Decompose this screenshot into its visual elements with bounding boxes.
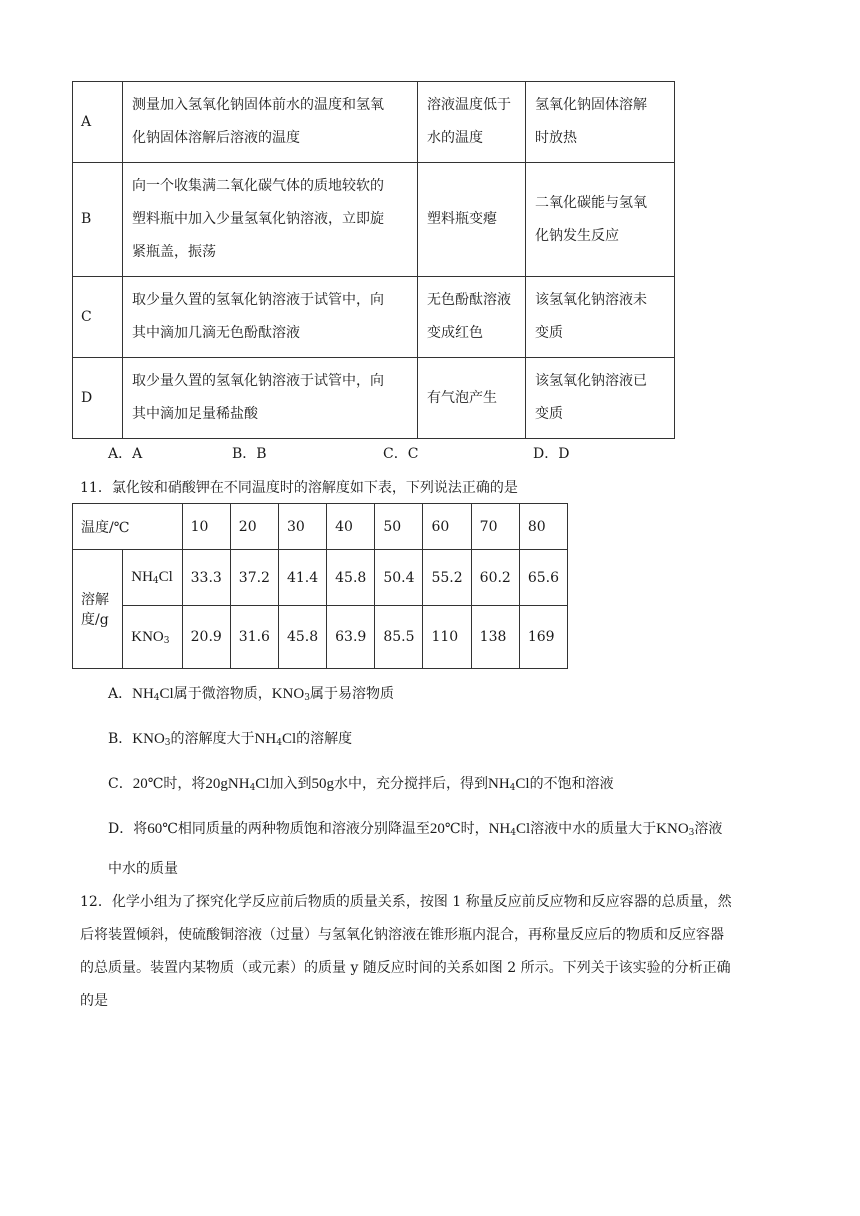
q12-line: 的总质量。装置内某物质（或元素）的质量 y 随反应时间的关系如图 2 所示。下列关于该实验的分析正确 bbox=[80, 960, 731, 976]
option-text: 属于微溶物质， bbox=[173, 686, 272, 702]
conclusion-cell bbox=[526, 277, 675, 358]
temp-cell: 40 bbox=[327, 504, 375, 550]
cell-line: 变成红色 bbox=[427, 325, 483, 341]
cell-line: 其中滴加几滴无色酚酞溶液 bbox=[132, 325, 300, 341]
formula-sub: 4 bbox=[249, 783, 256, 793]
temp-cell: 80 bbox=[519, 504, 567, 550]
conclusion-cell bbox=[526, 82, 675, 163]
experiment-table bbox=[72, 81, 675, 439]
formula-part: NH bbox=[487, 776, 510, 792]
option-text: 溶液中水的质量大于 bbox=[530, 821, 657, 837]
table-row bbox=[73, 358, 675, 439]
row-label: C bbox=[73, 277, 123, 358]
formula-part: KNO bbox=[656, 821, 689, 837]
cell-line: 塑料瓶中加入少量氢氧化钠溶液，立即旋 bbox=[132, 211, 384, 227]
formula-sub: 4 bbox=[153, 693, 160, 703]
table-row bbox=[73, 504, 568, 550]
table-row bbox=[73, 163, 675, 277]
phenomenon-cell bbox=[418, 82, 526, 163]
formula-part: KNO bbox=[132, 731, 165, 747]
conclusion-cell bbox=[526, 163, 675, 277]
formula-part: 20 bbox=[132, 776, 148, 792]
formula-sub: 4 bbox=[152, 576, 159, 586]
option-text: 的溶解度 bbox=[296, 731, 353, 747]
option-text: 溶液 bbox=[694, 821, 723, 837]
option-text: 加入到 bbox=[269, 776, 312, 792]
formula-sub: 4 bbox=[510, 828, 516, 838]
phenomenon-cell bbox=[418, 163, 526, 277]
formula-part: 20gNH bbox=[205, 776, 250, 792]
formula-sub: 3 bbox=[688, 828, 695, 838]
option-a[interactable] bbox=[108, 683, 394, 703]
temp-cell: 20 bbox=[230, 504, 278, 550]
formula-sub: 4 bbox=[509, 783, 516, 793]
formula-part: 20 bbox=[429, 821, 445, 837]
option-text: ℃时， bbox=[444, 821, 489, 837]
cell-line: 向一个收集满二氧化碳气体的质地较软的 bbox=[132, 178, 384, 194]
temp-cell: 30 bbox=[278, 504, 326, 550]
option-d-continued: 中水的质量 bbox=[108, 861, 178, 877]
cell-line: 塑料瓶变瘪 bbox=[427, 211, 497, 227]
cell-line: 该氢氧化钠溶液已 bbox=[535, 373, 647, 389]
row-label: A bbox=[73, 82, 123, 163]
q11-stem: 11．氯化铵和硝酸钾在不同温度时的溶解度如下表，下列说法正确的是 bbox=[80, 480, 518, 496]
option-c[interactable] bbox=[108, 773, 614, 793]
cell-line: 有气泡产生 bbox=[427, 389, 497, 406]
q12-stem bbox=[80, 886, 780, 1018]
formula-part: NH bbox=[488, 821, 511, 837]
table-row bbox=[73, 606, 568, 669]
q12-line: 的是 bbox=[80, 993, 108, 1009]
formula-part: Cl bbox=[159, 686, 174, 702]
choice-b[interactable]: B．B bbox=[232, 446, 267, 462]
value-cell: 85.5 bbox=[375, 606, 423, 669]
table-row bbox=[73, 277, 675, 358]
cell-line: 时放热 bbox=[535, 130, 577, 146]
nh4cl-label bbox=[123, 550, 182, 606]
cell-line: 该氢氧化钠溶液未 bbox=[535, 292, 647, 308]
cell-line: 变质 bbox=[535, 325, 563, 341]
value-cell: 31.6 bbox=[230, 606, 278, 669]
temp-cell: 10 bbox=[182, 504, 230, 550]
formula-sub: 3 bbox=[304, 693, 310, 703]
table-row bbox=[73, 82, 675, 163]
formula-part: Cl bbox=[255, 776, 270, 792]
value-cell: 55.2 bbox=[423, 550, 471, 606]
conclusion-cell bbox=[526, 358, 675, 439]
formula-part: Cl bbox=[515, 821, 531, 837]
formula-part: NH bbox=[131, 569, 153, 585]
cell-line: 化钠固体溶解后溶液的温度 bbox=[132, 130, 300, 146]
cell-line: 二氧化碳能与氢氧 bbox=[535, 194, 647, 211]
value-cell: 45.8 bbox=[327, 550, 375, 606]
q12-line: 后将装置倾斜，使硫酸铜溶液（过量）与氢氧化钠溶液在锥形瓶内混合，再称量反应后的物质和反应容器 bbox=[80, 927, 724, 943]
formula-sub: 3 bbox=[164, 738, 171, 748]
cell-line: 其中滴加足量稀盐酸 bbox=[132, 406, 258, 422]
temp-cell: 50 bbox=[375, 504, 423, 550]
cell-line: 紧瓶盖，振荡 bbox=[132, 244, 216, 260]
row-label: B bbox=[73, 163, 123, 277]
operation-cell bbox=[123, 277, 418, 358]
value-cell: 45.8 bbox=[278, 606, 326, 669]
cell-line: 取少量久置的氢氧化钠溶液于试管中，向 bbox=[132, 292, 384, 308]
cell-line: 测量加入氢氧化钠固体前水的温度和氢氧 bbox=[132, 97, 384, 113]
cell-line: 水的温度 bbox=[427, 130, 483, 146]
option-text: 的溶解度大于 bbox=[170, 731, 255, 747]
option-d[interactable] bbox=[108, 818, 722, 838]
temp-cell: 70 bbox=[471, 504, 519, 550]
formula-part: NH bbox=[254, 731, 277, 747]
option-text: 的不饱和溶液 bbox=[529, 776, 614, 792]
cell-line: 取少量久置的氢氧化钠溶液于试管中，向 bbox=[132, 373, 384, 389]
value-cell: 110 bbox=[423, 606, 471, 669]
phenomenon-cell bbox=[418, 358, 526, 439]
choice-a[interactable]: A．A bbox=[108, 446, 143, 462]
value-cell: 41.4 bbox=[278, 550, 326, 606]
value-cell: 33.3 bbox=[182, 550, 230, 606]
formula-part: 60 bbox=[147, 821, 163, 837]
value-cell: 65.6 bbox=[519, 550, 567, 606]
formula-part: KNO bbox=[131, 628, 164, 645]
temp-header: 温度/℃ bbox=[73, 504, 183, 550]
option-text: ℃时，将 bbox=[147, 776, 206, 792]
cell-line: 无色酚酞溶液 bbox=[427, 292, 511, 308]
cell-line: 变质 bbox=[535, 406, 563, 422]
option-letter: D．将 bbox=[108, 821, 148, 837]
row-label: D bbox=[73, 358, 123, 439]
solubility-label: 溶解度/g bbox=[73, 550, 123, 669]
formula-part: 50g bbox=[311, 776, 334, 792]
choice-c[interactable]: C．C bbox=[383, 446, 419, 462]
value-cell: 37.2 bbox=[230, 550, 278, 606]
value-cell: 138 bbox=[471, 606, 519, 669]
value-cell: 20.9 bbox=[182, 606, 230, 669]
formula-part: Cl bbox=[281, 731, 297, 747]
value-cell: 50.4 bbox=[375, 550, 423, 606]
formula-part: KNO bbox=[271, 686, 305, 702]
formula-part: NH bbox=[132, 686, 154, 702]
value-cell: 63.9 bbox=[327, 606, 375, 669]
cell-line: 溶液温度低于 bbox=[427, 97, 511, 113]
phenomenon-cell bbox=[418, 277, 526, 358]
option-letter: B． bbox=[108, 731, 133, 747]
operation-cell bbox=[123, 358, 418, 439]
option-b[interactable] bbox=[108, 728, 352, 748]
operation-cell bbox=[123, 163, 418, 277]
choice-d[interactable]: D．D bbox=[533, 446, 570, 462]
formula-sub: 3 bbox=[163, 635, 170, 646]
cell-line: 化钠发生反应 bbox=[535, 227, 619, 244]
option-letter: A． bbox=[108, 686, 133, 702]
formula-sub: 4 bbox=[276, 738, 282, 748]
solubility-table bbox=[72, 503, 568, 669]
formula-part: Cl bbox=[515, 776, 530, 792]
table-row bbox=[73, 550, 568, 606]
option-letter: C． bbox=[108, 776, 133, 792]
value-cell: 169 bbox=[519, 606, 567, 669]
option-text: 水中，充分搅拌后，得到 bbox=[333, 776, 488, 792]
q12-line: 12．化学小组为了探究化学反应前后物质的质量关系，按图 1 称量反应前反应物和反应容器的总质量，然 bbox=[80, 894, 732, 910]
formula-part: Cl bbox=[158, 569, 173, 585]
value-cell: 60.2 bbox=[471, 550, 519, 606]
option-text: ℃相同质量的两种物质饱和溶液分别降温至 bbox=[162, 821, 430, 837]
temp-cell: 60 bbox=[423, 504, 471, 550]
kno3-label bbox=[123, 606, 182, 669]
cell-line: 氢氧化钠固体溶解 bbox=[535, 97, 647, 113]
option-text: 属于易溶物质 bbox=[309, 686, 394, 702]
operation-cell bbox=[123, 82, 418, 163]
